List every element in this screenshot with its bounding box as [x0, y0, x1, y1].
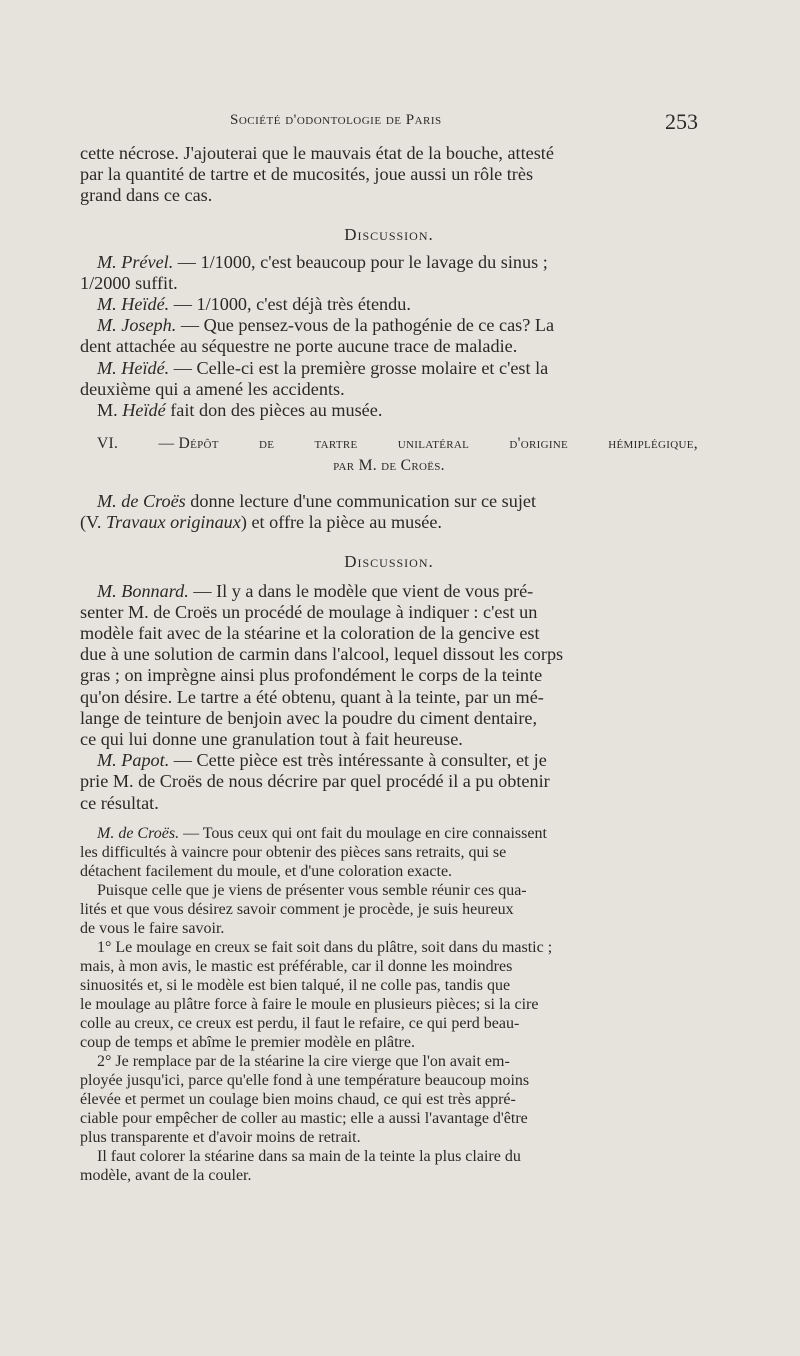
text-line: 1/2000 suffit. — [80, 272, 178, 293]
text-line: ciable pour empêcher de coller au mastic; elle a aussi l'avantage d'être — [80, 1109, 528, 1127]
text-line: lités et que vous désirez savoir comment je procède, je suis heureux — [80, 900, 514, 918]
speaker-name: M. Heïdé. — [97, 357, 170, 378]
text-line: qu'on désire. Le tartre a été obtenu, quant à la teinte, par un mé- — [80, 686, 544, 707]
page-header — [80, 109, 698, 138]
speaker-name: M. Papot. — [97, 750, 170, 771]
text-line: 1° Le moulage en creux se fait soit dans du plâtre, soit dans du mastic ; — [97, 938, 553, 956]
remark-text: — 1/1000, c'est déjà très étendu. — [169, 294, 411, 315]
speaker-name: M. Prével. — [97, 251, 174, 272]
discussion-heading: Discussion. — [344, 224, 434, 244]
section-title — [80, 433, 698, 477]
remark-text: — 1/1000, c'est beaucoup pour le lavage du sinus ; — [173, 251, 548, 272]
speaker-name: M. de Croës. — [97, 824, 180, 842]
discussion-heading: Discussion. — [344, 551, 434, 571]
text-line: détachent facilement du moule, et d'une coloration exacte. — [80, 862, 453, 880]
reply-paragraph — [80, 1147, 698, 1185]
text-line: lange de teinture de benjoin avec la poudre du ciment dentaire, — [80, 707, 538, 728]
text-line: le moulage au plâtre force à faire le moule en plusieurs pièces; si la cire — [80, 995, 539, 1013]
text-line: ce qui lui donne une granulation tout à fait heureuse. — [80, 729, 463, 750]
text-line: Puisque celle que je viens de présenter vous semble réunir ces qua- — [97, 881, 527, 899]
text-line: prie M. de Croës de nous décrire par quel procédé il a pu obtenir — [80, 771, 550, 792]
text-line: Il faut colorer la stéarine dans sa main de la teinte la plus claire du — [97, 1147, 521, 1165]
reply-paragraph — [80, 1052, 698, 1147]
remark-text: — Que pensez-vous de la pathogénie de ce cas? La — [176, 315, 555, 336]
prevel-remark — [80, 252, 698, 294]
section-title-line: VI. — Dépôt de tartre unilatéral d'origine hémiplégique, — [80, 433, 698, 455]
text-line: 2° Je remplace par de la stéarine la cire vierge que l'on avait em- — [97, 1052, 510, 1070]
text-line: ployée jusqu'ici, parce qu'elle fond à une température beaucoup moins — [80, 1071, 530, 1089]
section-number: VI. — [97, 435, 119, 453]
remark-text: — Celle-ci est la première grosse molaire et c'est la — [169, 357, 549, 378]
croes-reply — [80, 824, 698, 1185]
papot-remark: M. Papot. — Cette pièce est très intéressante à consulter, et je prie M. de Croës de nous décrire par quel procédé il a pu obtenir ce résultat. — [80, 750, 550, 813]
text-line: plus transparente et d'avoir moins de retrait. — [80, 1128, 361, 1146]
text-line: colle au creux, ce creux est perdu, il faut le refaire, ce qui perd beau- — [80, 1014, 520, 1032]
donation-note: M. Heïdé fait don des pièces au musée. — [97, 400, 383, 421]
page-number: 253 — [665, 109, 698, 134]
text-line: les difficultés à vaincre pour obtenir des pièces sans retraits, qui se — [80, 843, 507, 861]
text-line: élevée et permet un coulage bien moins chaud, ce qui est très appré- — [80, 1090, 516, 1108]
speaker-name: M. Bonnard. — [97, 580, 189, 601]
reply-paragraph — [80, 938, 698, 1052]
text-line: modèle, avant de la couler. — [80, 1166, 252, 1184]
journal-reference: Travaux originaux — [105, 512, 241, 533]
joseph-remark — [80, 315, 698, 357]
heide-remark — [80, 294, 698, 315]
text-line: par la quantité de tartre et de mucosités, joue aussi un rôle très — [80, 164, 534, 185]
heide-reply — [80, 358, 698, 400]
page-body — [80, 143, 698, 1185]
text-line: mais, à mon avis, le mastic est préférable, car il donne les moindres — [80, 957, 513, 975]
text-line: senter M. de Croës un procédé de moulage à indiquer : c'est un — [80, 601, 538, 622]
reading-paragraph: M. de Croës donne lecture d'une communication sur ce sujet (V. Travaux originaux) et offre la pièce au musée. — [80, 491, 536, 533]
intro-paragraph — [80, 143, 698, 207]
bonnard-remark: M. Bonnard. — Il y a dans le modèle que vient de vous pré- senter M. de Croës un procédé de moulage à indiquer : c'est un modèle fait avec de la stéarine et la coloration de la gencive est due à une solution de carmin dans l'alcool, lequel dissout les corps gras ; on imprègne ainsi plus profondément le corps de la teinte qu'on désire. Le tartre a été obtenu, quant à la teinte, par un mé- lange de teinture de benjoin avec la poudre du ciment dentaire, ce qui lui donne une granulation tout à fait heureuse. — [80, 580, 564, 750]
speaker-name: Heïdé — [122, 400, 166, 421]
speaker-name: M. Heïdé. — [97, 294, 170, 315]
reply-paragraph — [80, 881, 698, 938]
speaker-name: M. Joseph. — [97, 315, 177, 336]
text-line: gras ; on imprègne ainsi plus profondément le corps de la teinte — [80, 665, 543, 686]
text-line: de vous le faire savoir. — [80, 919, 225, 937]
speaker-name: M. de Croës — [97, 491, 186, 512]
text-line: due à une solution de carmin dans l'alcool, lequel dissout les corps — [80, 644, 564, 665]
reply-paragraph: M. de Croës. — Tous ceux qui ont fait du moulage en cire connaissent les difficultés à vaincre pour obtenir des pièces sans retraits, qui se détachent facilement du moule, et d'une coloration exacte. — [80, 824, 547, 880]
section-author: par M. de Croës. — [333, 457, 445, 475]
text-line: dent attachée au séquestre ne porte aucune trace de maladie. — [80, 336, 518, 357]
text-line: sinuosités et, si le modèle est bien talqué, il ne colle pas, tandis que — [80, 976, 511, 994]
text-line: modèle fait avec de la stéarine et la coloration de la gencive est — [80, 623, 540, 644]
text-line: grand dans ce cas. — [80, 185, 213, 206]
text-line: coup de temps et abîme le premier modèle en plâtre. — [80, 1033, 415, 1051]
text-line: cette nécrose. J'ajouterai que le mauvais état de la bouche, attesté — [80, 143, 554, 163]
text-line: deuxième qui a amené les accidents. — [80, 378, 345, 399]
text-line: ce résultat. — [80, 792, 159, 813]
running-title: Société d'odontologie de Paris — [230, 112, 442, 128]
